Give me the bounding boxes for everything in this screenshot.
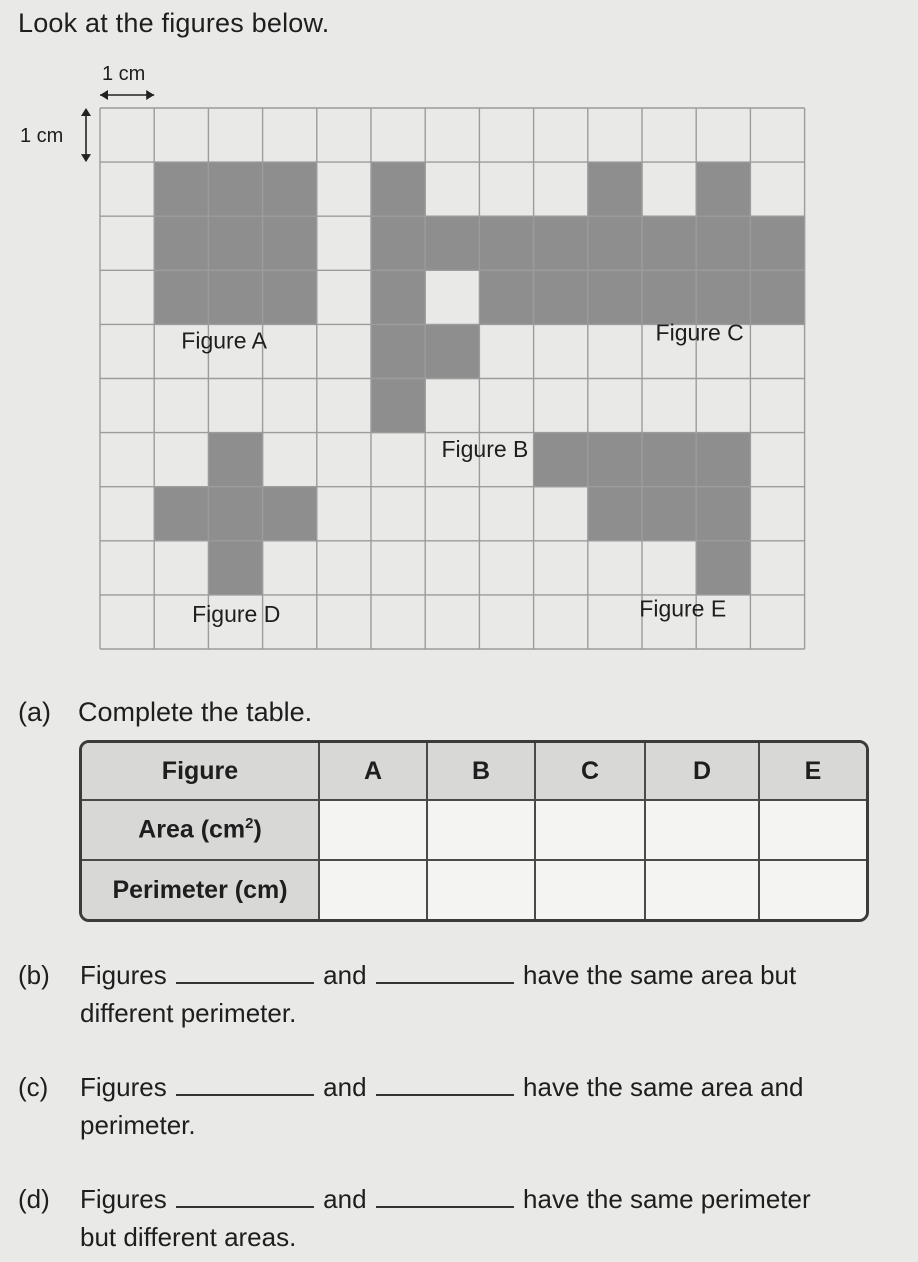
question-b-blank-2[interactable] [376, 958, 514, 984]
part-a [18, 697, 312, 728]
area-cell-b[interactable] [428, 801, 536, 861]
shaded-cell [588, 433, 643, 488]
question-c: (c) Figures and have the same area and perimeter. [18, 1068, 878, 1144]
table-header-col: C [536, 743, 646, 801]
shaded-cell [425, 216, 480, 271]
row-label-area: Area $(cm^2)$ [82, 801, 320, 861]
perimeter-cell-c[interactable] [536, 861, 646, 919]
shaded-cell [154, 162, 209, 217]
table-header-label: Figure [82, 743, 320, 801]
shaded-cell [696, 270, 751, 325]
shaded-cell [479, 270, 534, 325]
question-c-blank-1[interactable] [176, 1070, 314, 1096]
shaded-cell [371, 216, 426, 271]
question-b: (b) Figures and have the same area but different perimeter. [18, 956, 878, 1032]
perimeter-cell-e[interactable] [760, 861, 866, 919]
shaded-cell [696, 541, 751, 596]
question-d: (d) Figures and have the same perimeter but different areas. [18, 1180, 878, 1256]
table-header-row [82, 743, 866, 801]
table-header-col: B [428, 743, 536, 801]
question-d-blank-1[interactable] [176, 1182, 314, 1208]
table-row-perimeter [82, 861, 866, 919]
figure-label: Figure B [441, 435, 529, 462]
shaded-cell [263, 162, 318, 217]
shaded-cell [588, 487, 643, 542]
shaded-cell [642, 487, 697, 542]
part-a-label: (a) [18, 697, 51, 727]
figure-label: Figure E [639, 595, 727, 622]
shaded-cell [642, 433, 697, 488]
figure-a-shape [154, 162, 317, 325]
question-b-label: (b) [18, 960, 50, 990]
shaded-cell [750, 270, 805, 325]
answer-table [79, 740, 869, 922]
shaded-cell [371, 270, 426, 325]
shaded-cell [263, 216, 318, 271]
question-d-blank-2[interactable] [376, 1182, 514, 1208]
question-c-blank-2[interactable] [376, 1070, 514, 1096]
shaded-cell [588, 162, 643, 217]
area-cell-e[interactable] [760, 801, 866, 861]
figure-label: Figure C [655, 319, 744, 346]
shaded-cell [263, 270, 318, 325]
shaded-cell [371, 162, 426, 217]
shaded-cell [696, 433, 751, 488]
shaded-cell [371, 324, 426, 379]
shaded-cell [534, 433, 589, 488]
shaded-cell [642, 216, 697, 271]
shaded-cell [534, 270, 589, 325]
shaded-cell [208, 270, 263, 325]
shaded-cell [208, 541, 263, 596]
shaded-cell [588, 216, 643, 271]
table-header-col: E [760, 743, 866, 801]
figure-label: Figure D [192, 600, 281, 627]
figure-d-shape [154, 433, 317, 596]
shaded-cell [642, 270, 697, 325]
shaded-cell [208, 162, 263, 217]
question-d-label: (d) [18, 1184, 50, 1214]
question-c-label: (c) [18, 1072, 49, 1102]
area-cell-c[interactable] [536, 801, 646, 861]
instruction-text: Look at the figures below. [18, 8, 330, 38]
table-header-col: A [320, 743, 428, 801]
shaded-cell [263, 487, 318, 542]
shaded-cell [479, 216, 534, 271]
shaded-cell [425, 324, 480, 379]
part-a-text: Complete the table. [78, 697, 313, 727]
question-b-blank-1[interactable] [176, 958, 314, 984]
shaded-cell [208, 216, 263, 271]
horizontal-scale-label: 1 cm [102, 63, 146, 85]
table-row-area [82, 801, 866, 861]
shaded-cell [696, 487, 751, 542]
area-cell-a[interactable] [320, 801, 428, 861]
vertical-scale-label: 1 cm [20, 125, 64, 147]
shaded-cell [154, 487, 209, 542]
shaded-cell [154, 216, 209, 271]
shaded-cell [750, 216, 805, 271]
perimeter-cell-d[interactable] [646, 861, 760, 919]
shaded-cell [696, 162, 751, 217]
shaded-cell [371, 379, 426, 434]
shaded-cell [208, 433, 263, 488]
shaded-cell [696, 216, 751, 271]
figure-label: Figure A [181, 327, 267, 354]
shaded-cell [588, 270, 643, 325]
shaded-cell [534, 216, 589, 271]
table-header-col: D [646, 743, 760, 801]
perimeter-cell-a[interactable] [320, 861, 428, 919]
shaded-cell [154, 270, 209, 325]
perimeter-cell-b[interactable] [428, 861, 536, 919]
row-label-perimeter: Perimeter (cm) [82, 861, 320, 919]
area-cell-d[interactable] [646, 801, 760, 861]
shaded-cell [208, 487, 263, 542]
